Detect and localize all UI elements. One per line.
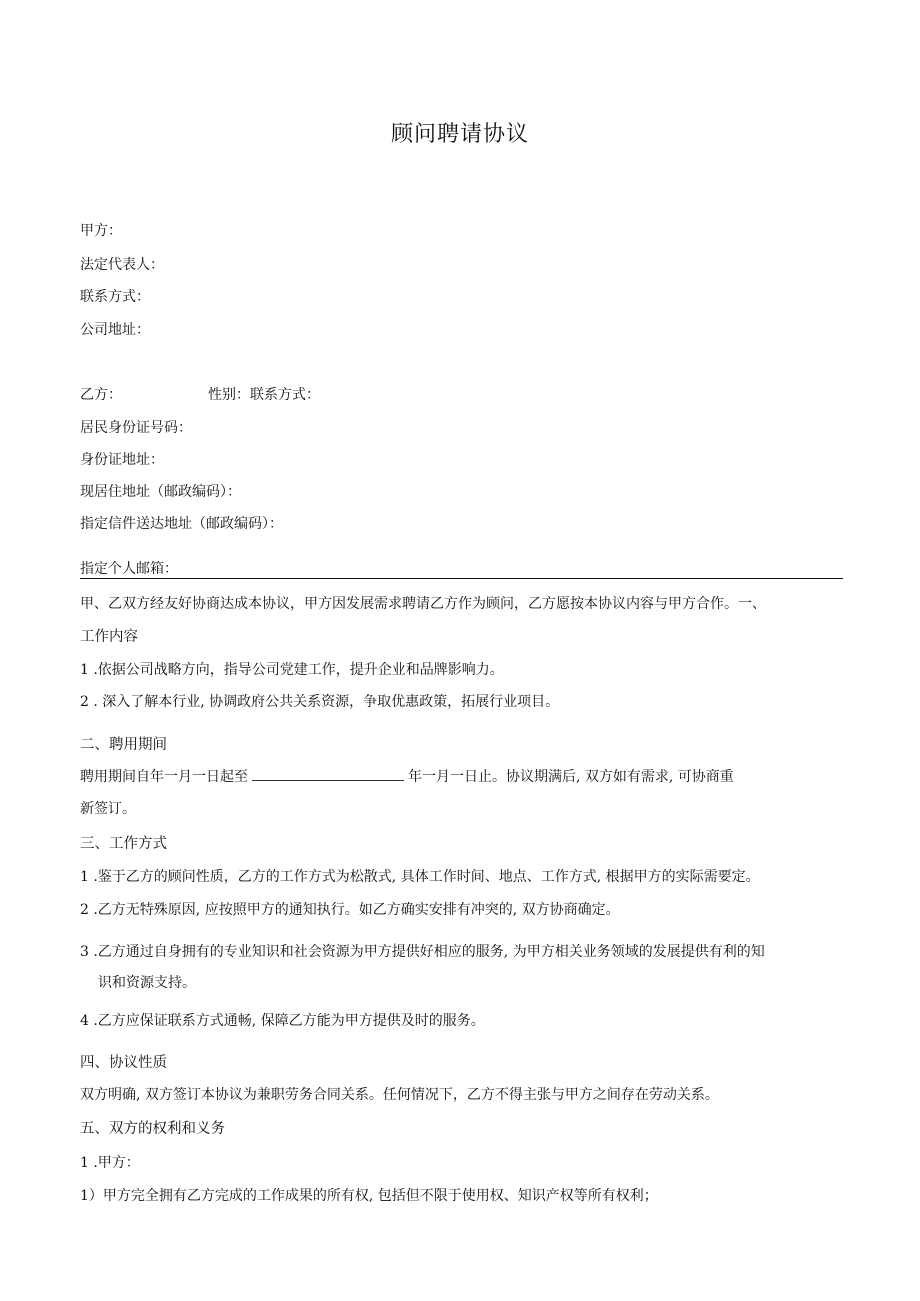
section-3-item-continued: 识和资源支持。 bbox=[98, 975, 196, 991]
section-3-item: 1 .鉴于乙方的顾问性质，乙方的工作方式为松散式, 具体工作时间、地点、工作方式, 根据甲方的实际需要定。 bbox=[80, 869, 760, 885]
term-text-end: 年一月一日止。协议期满后, 双方如有需求, 可协商重 bbox=[408, 769, 734, 785]
section-4-text: 双方明确, 双方签订本协议为兼职劳务合同关系。任何情况下，乙方不得主张与甲方之间存在劳动关系。 bbox=[80, 1087, 719, 1103]
date-blank-line bbox=[252, 768, 404, 781]
company-address-label: 公司地址： bbox=[80, 322, 150, 338]
section-1-heading: 工作内容 bbox=[80, 629, 138, 645]
party-b-label: 乙方： bbox=[80, 387, 122, 403]
id-address-label: 身份证地址： bbox=[80, 452, 164, 468]
section-5-heading: 五、双方的权利和义务 bbox=[80, 1121, 225, 1137]
section-5-item: 1）甲方完全拥有乙方完成的工作成果的所有权, 包括但不限于使用权、知识产权等所有权利； bbox=[80, 1188, 658, 1204]
party-b-row bbox=[80, 384, 320, 404]
term-text-start: 聘用期间自年一月一日起至 bbox=[80, 769, 248, 785]
section-3-item: 4 .乙方应保证联系方式通畅, 保障乙方能为甲方提供及时的服务。 bbox=[80, 1013, 485, 1029]
residence-address-label: 现居住地址（邮政编码）： bbox=[80, 484, 241, 500]
section-1-item: 2 . 深入了解本行业, 协调政府公共关系资源，争取优惠政策，拓展行业项目。 bbox=[80, 694, 560, 710]
section-2-term-continued: 新签订。 bbox=[80, 801, 136, 817]
section-3-item: 2 .乙方无特殊原因, 应按照甲方的通知执行。如乙方确实安排有冲突的, 双方协商确定。 bbox=[80, 902, 620, 918]
intro-paragraph: 甲、乙双方经友好协商达成本协议，甲方因发展需求聘请乙方作为顾问，乙方愿按本协议内容与甲方合作。一、 bbox=[80, 596, 766, 612]
gender-contact-label: 性别：联系方式： bbox=[208, 387, 320, 403]
party-a-contact-label: 联系方式： bbox=[80, 289, 150, 305]
section-2-heading: 二、聘用期间 bbox=[80, 737, 167, 753]
section-5-item: 1 .甲方： bbox=[80, 1155, 140, 1171]
document-title: 顾问聘请协议 bbox=[390, 122, 529, 147]
section-3-item: 3 .乙方通过自身拥有的专业知识和社会资源为甲方提供好相应的服务, 为甲方相关业务领域的发展提供有利的知 bbox=[80, 944, 765, 960]
email-label: 指定个人邮箱： bbox=[80, 561, 178, 577]
divider-line bbox=[80, 578, 843, 579]
section-1-item: 1 .依据公司战略方向，指导公司党建工作，提升企业和品牌影响力。 bbox=[80, 662, 504, 678]
section-2-term-line bbox=[80, 766, 734, 786]
section-4-heading: 四、协议性质 bbox=[80, 1055, 167, 1071]
id-number-label: 居民身份证号码： bbox=[80, 420, 192, 436]
legal-representative-label: 法定代表人： bbox=[80, 257, 164, 273]
mailing-address-label: 指定信件送达地址（邮政编码）： bbox=[80, 516, 283, 532]
section-3-heading: 三、工作方式 bbox=[80, 836, 167, 852]
party-a-label: 甲方： bbox=[80, 223, 122, 239]
